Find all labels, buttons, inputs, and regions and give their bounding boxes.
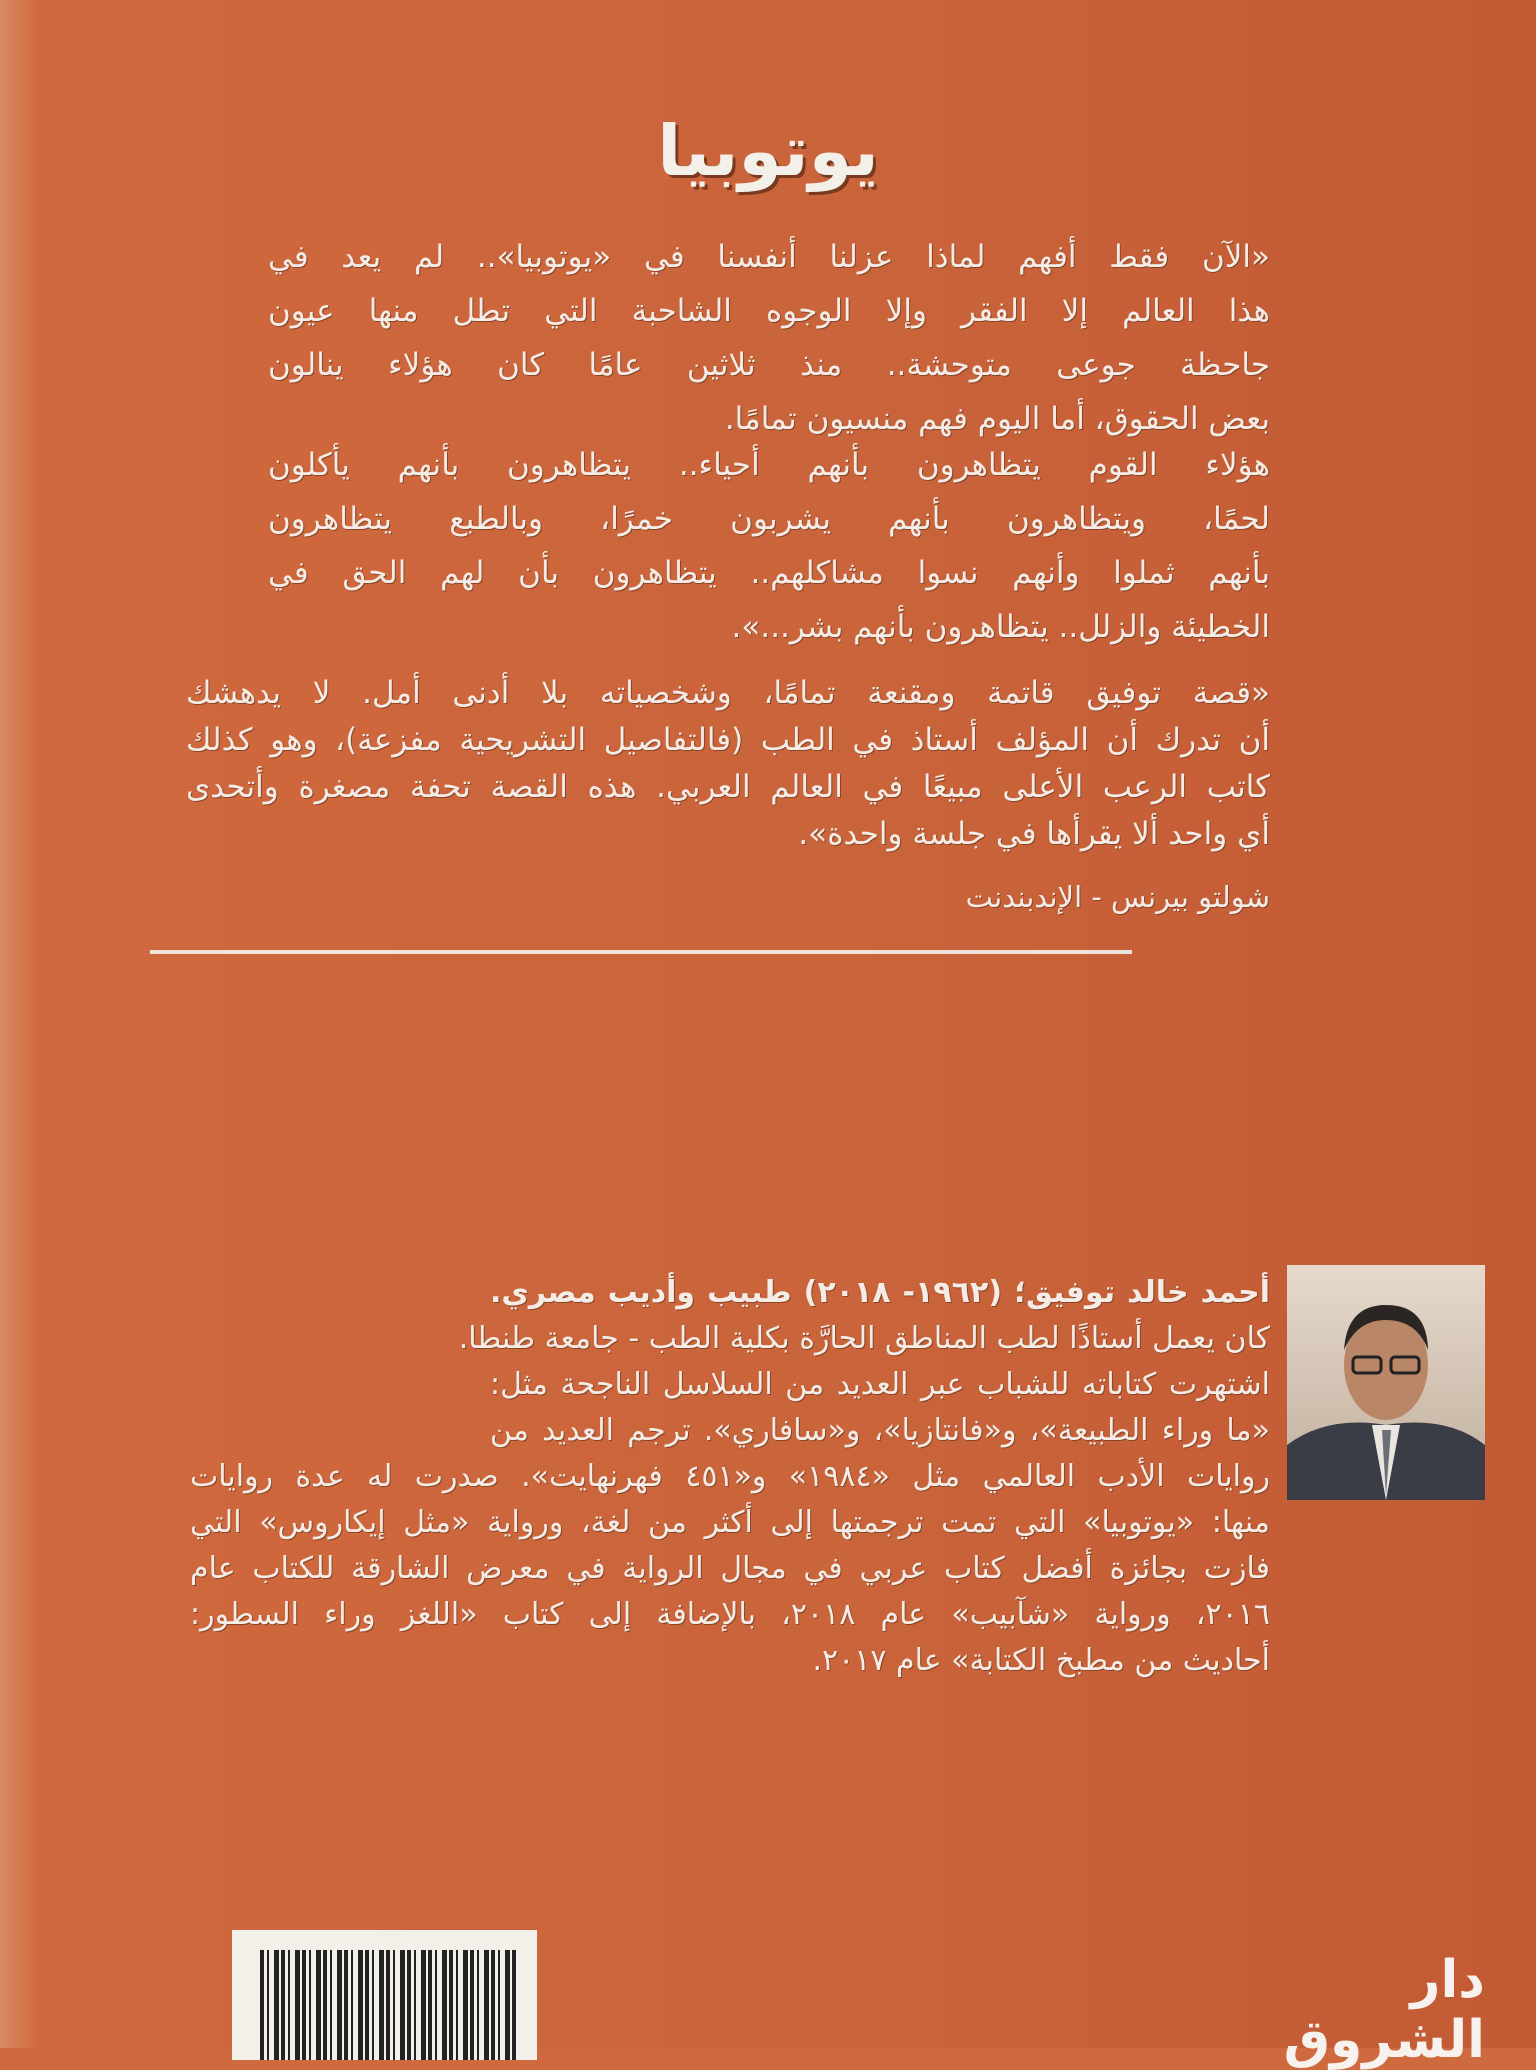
text-line-wrap (190, 1316, 1270, 1362)
author-name-line (190, 1270, 1270, 1316)
text-line: الخطيئة والزلل.. يتظاهرون بأنهم بشر...». (731, 609, 1270, 645)
text-line: «قصة توفيق قاتمة ومقنعة تمامًا، وشخصياته بلا أدنى أمل. لا يدهشك (186, 675, 1270, 711)
text-line: اشتهرت كتاباته للشباب عبر العديد من السلاسل الناجحة مثل: (490, 1367, 1270, 1402)
book-title: يوتوبيا (657, 110, 879, 192)
excerpt-paragraph-1 (268, 230, 1270, 446)
text-line: بأنهم ثملوا وأنهم نسوا مشاكلهم.. يتظاهرون بأن لهم الحق في (268, 555, 1270, 591)
text-line-wrap (190, 1408, 1270, 1454)
text-line: ٢٠١٦، ورواية «شآبيب» عام ٢٠١٨، بالإضافة إلى كتاب «اللغز وراء السطور: (190, 1597, 1270, 1632)
text-line: لحمًا، ويتظاهرون بأنهم يشربون خمرًا، وبالطبع يتظاهرون (268, 501, 1270, 537)
review-attribution: شولتو بيرنس - الإندبندنت (965, 880, 1270, 914)
text-line-wrap (190, 1362, 1270, 1408)
text-line: كان يعمل أستاذًا لطب المناطق الحارَّة بكلية الطب - جامعة طنطا. (458, 1321, 1270, 1356)
text-line: فازت بجائزة أفضل كتاب عربي في مجال الرواية في معرض الشارقة للكتاب عام (190, 1551, 1270, 1586)
text-line: أن تدرك أن المؤلف أستاذ في الطب (فالتفاصيل التشريحية مفزعة)، وهو كذلك (186, 722, 1270, 758)
review-quote (186, 670, 1270, 858)
barcode (232, 1930, 537, 2060)
text-line: أحمد خالد توفيق؛ (١٩٦٢- ٢٠١٨) طبيب وأديب مصري. (490, 1275, 1270, 1310)
author-bio (190, 1270, 1270, 1684)
text-line: كاتب الرعب الأعلى مبيعًا في العالم العربي. هذه القصة تحفة مصغرة وأتحدى (186, 769, 1270, 805)
text-line: أحاديث من مطبخ الكتابة» عام ٢٠١٧. (812, 1643, 1270, 1678)
text-line: هذا العالم إلا الفقر وإلا الوجوه الشاحبة التي تطل منها عيون (268, 293, 1270, 329)
barcode-bars (260, 1950, 517, 2060)
divider (150, 950, 1132, 954)
excerpt-paragraph-2 (268, 438, 1270, 654)
text-line: هؤلاء القوم يتظاهرون بأنهم أحياء.. يتظاهرون بأنهم يأكلون (268, 447, 1270, 483)
text-line: بعض الحقوق، أما اليوم فهم منسيون تمامًا. (724, 401, 1270, 437)
text-line: «ما وراء الطبيعة»، و«فانتازيا»، و«سافاري». ترجم العديد من (490, 1413, 1270, 1448)
author-photo (1287, 1265, 1485, 1500)
text-line: أي واحد ألا يقرأها في جلسة واحدة». (798, 816, 1270, 852)
text-line: منها: «يوتوبيا» التي تمت ترجمتها إلى أكثر من لغة، ورواية «مثل إيكاروس» التي (190, 1505, 1270, 1540)
text-line: جاحظة جوعى متوحشة.. منذ ثلاثين عامًا كان هؤلاء ينالون (268, 347, 1270, 383)
publisher-logo: دار الشروق (1283, 1950, 1485, 2070)
text-line: روايات الأدب العالمي مثل «١٩٨٤» و«٤٥١ فهرنهايت». صدرت له عدة روايات (190, 1459, 1270, 1494)
text-line: «الآن فقط أفهم لماذا عزلنا أنفسنا في «يوتوبيا».. لم يعد في (268, 239, 1270, 275)
